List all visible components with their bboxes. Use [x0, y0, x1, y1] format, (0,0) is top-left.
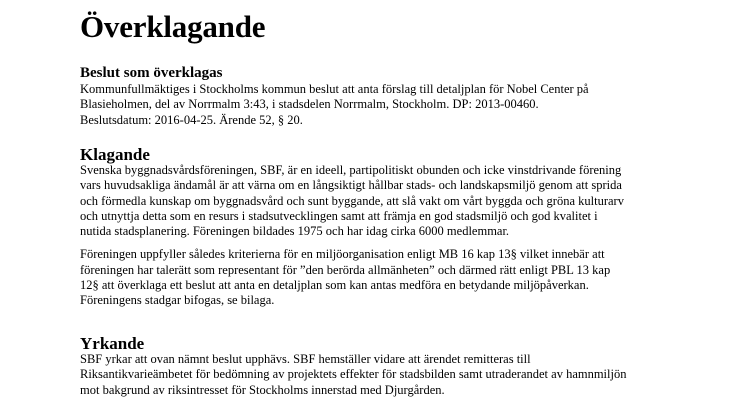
paragraph-line: SBF yrkar att ovan nämnt beslut upphävs. SBF hemställer vidare att ärendet remitteras till	[80, 352, 531, 366]
paragraph-line: 12§ att överklaga ett beslut att anta en detaljplan som kan antas medföra en betydande miljöpåverkan.	[80, 278, 589, 293]
paragraph-line: och förmedla kunskap om byggnadsvård och sunt byggande, att slå vakt om vårt byggda och gröna kulturarv	[80, 193, 624, 208]
paragraph-line: mot bakgrund av riksintresset för Stockholms innerstad med Djurgården.	[80, 382, 445, 397]
paragraph-line: nutida stadsplanering. Föreningen bildades 1975 och har idag cirka 6000 medlemmar.	[80, 224, 510, 239]
section-heading-yrkande: Yrkande	[80, 334, 145, 353]
paragraph-line: och utnyttja detta som en resurs i stadsutvecklingen samt att främja en god stadsmiljö och god kvalitet i	[80, 208, 598, 223]
section-heading-beslut: Beslut som överklagas	[80, 65, 223, 81]
paragraph-line: Föreningen uppfyller således kriterierna för en miljöorganisation enligt MB 16 kap 13§ vilket innebär att	[80, 247, 605, 262]
paragraph-line: Föreningens stadgar bifogas, se bilaga.	[80, 293, 275, 308]
section-beslut	[80, 66, 680, 128]
paragraph-line: Kommunfullmäktiges i Stockholms kommun beslut att anta förslag till detaljplan för Nobel Center på	[80, 82, 589, 96]
section-yrkande	[80, 335, 680, 398]
section-klagande	[80, 146, 680, 309]
paragraph-line: vars huvudsakliga ändamål är att värna om en långsiktigt hållbar stads- och landskapsmiljö genom att sprida	[80, 178, 622, 193]
paragraph-line: Blasieholmen, del av Norrmalm 3:43, i stadsdelen Norrmalm, Stockholm. DP: 2013-00460.	[80, 97, 539, 112]
paragraph-line: Riksantikvarieämbetet för bedömning av projektets effekter för stadsbilden samt utraderandet av hamnmiljön	[80, 367, 627, 382]
document-title: Överklagande	[80, 9, 266, 44]
paragraph-line: Svenska byggnadsvårdsföreningen, SBF, är en ideell, partipolitiskt obunden och icke vinstdrivande förening	[80, 163, 622, 177]
paragraph-line: föreningen har talerätt som representant för ”den berörda allmänheten” och därmed rätt enligt PBL 13 kap	[80, 262, 611, 277]
paragraph-line: Beslutsdatum: 2016-04-25. Ärende 52, § 20.	[80, 112, 303, 127]
section-heading-klagande: Klagande	[80, 145, 150, 164]
